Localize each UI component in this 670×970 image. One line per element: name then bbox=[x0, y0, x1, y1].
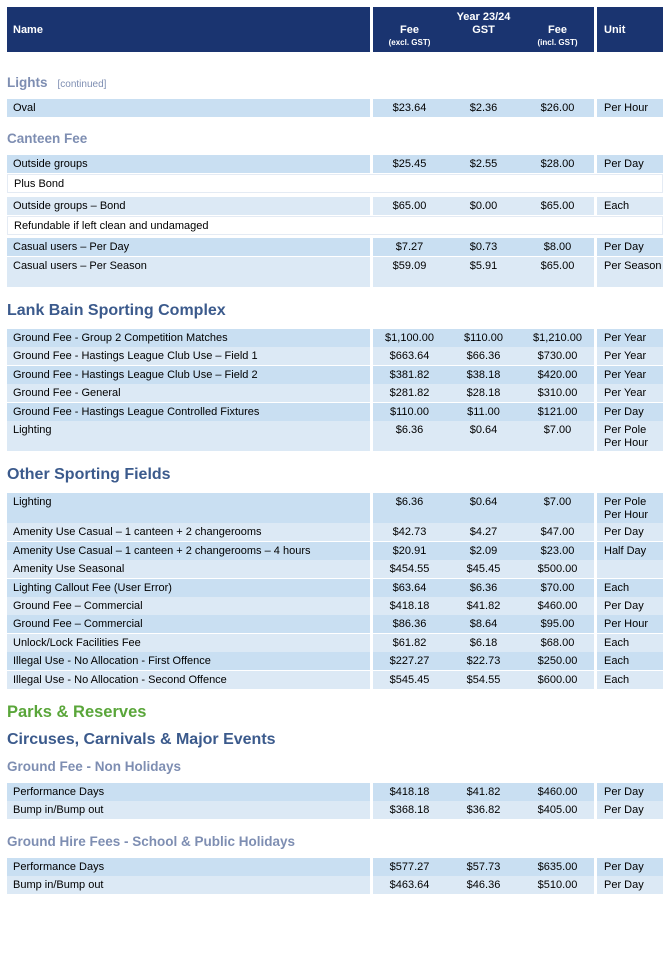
fee-unit: Per Day bbox=[597, 155, 663, 173]
table-row bbox=[0, 403, 670, 421]
gst-amount: $11.00 bbox=[446, 403, 521, 421]
table-row bbox=[0, 197, 670, 215]
fee-incl-gst: $47.00 bbox=[521, 523, 594, 541]
fee-name: Outside groups bbox=[7, 155, 370, 173]
header-gst bbox=[446, 24, 521, 37]
note-row bbox=[0, 174, 670, 193]
gst-amount: $0.73 bbox=[446, 238, 521, 256]
header-unit-label: Unit bbox=[604, 24, 626, 36]
table-row bbox=[0, 421, 670, 451]
gst-amount: $4.27 bbox=[446, 523, 521, 541]
fee-incl-gst: $26.00 bbox=[521, 99, 594, 117]
fee-excl-gst: $1,100.00 bbox=[373, 329, 446, 347]
gst-amount: $110.00 bbox=[446, 329, 521, 347]
gst-amount: $36.82 bbox=[446, 801, 521, 819]
fee-unit: Per Year bbox=[597, 366, 663, 384]
gst-amount: $6.36 bbox=[446, 579, 521, 597]
table-row bbox=[0, 99, 670, 117]
table-row bbox=[0, 493, 670, 523]
section-parks-reserves: Parks & Reserves bbox=[7, 703, 147, 721]
table-row bbox=[0, 542, 670, 560]
fee-excl-gst: $454.55 bbox=[373, 560, 446, 578]
header-fee-excl bbox=[373, 24, 446, 48]
table-row bbox=[0, 783, 670, 801]
fee-name: Ground Fee - Hastings League Controlled Fixtures bbox=[7, 403, 370, 421]
fee-name: Outside groups – Bond bbox=[7, 197, 370, 215]
fee-excl-gst: $6.36 bbox=[373, 421, 446, 451]
fee-unit: Per Day bbox=[597, 523, 663, 541]
fee-unit: Per Hour bbox=[597, 99, 663, 117]
table-row bbox=[0, 634, 670, 652]
fee-name: Oval bbox=[7, 99, 370, 117]
gst-amount: $38.18 bbox=[446, 366, 521, 384]
fee-unit: Each bbox=[597, 652, 663, 670]
table-row bbox=[0, 858, 670, 876]
fee-incl-gst: $68.00 bbox=[521, 634, 594, 652]
fee-incl-gst: $95.00 bbox=[521, 615, 594, 633]
fee-incl-gst: $310.00 bbox=[521, 384, 594, 402]
fee-excl-gst: $42.73 bbox=[373, 523, 446, 541]
table-row bbox=[0, 155, 670, 173]
fee-unit: Per Day bbox=[597, 403, 663, 421]
gst-amount: $2.36 bbox=[446, 99, 521, 117]
fee-name: Illegal Use - No Allocation - First Offence bbox=[7, 652, 370, 670]
gst-amount: $8.64 bbox=[446, 615, 521, 633]
header-name-cell bbox=[7, 7, 370, 52]
fee-incl-gst: $730.00 bbox=[521, 347, 594, 365]
table-row bbox=[0, 615, 670, 633]
fee-name: Ground Fee - Hastings League Club Use – Field 1 bbox=[7, 347, 370, 365]
fee-unit: Per Day bbox=[597, 858, 663, 876]
section-lights bbox=[7, 75, 106, 90]
section-ground-hire-holidays: Ground Hire Fees - School & Public Holidays bbox=[7, 834, 296, 849]
fee-excl-gst: $86.36 bbox=[373, 615, 446, 633]
fee-name: Ground Fee - Hastings League Club Use – Field 2 bbox=[7, 366, 370, 384]
fee-incl-gst: $65.00 bbox=[521, 197, 594, 215]
fee-incl-gst: $635.00 bbox=[521, 858, 594, 876]
fee-excl-gst: $61.82 bbox=[373, 634, 446, 652]
fee-excl-gst: $463.64 bbox=[373, 876, 446, 894]
fee-incl-gst: $121.00 bbox=[521, 403, 594, 421]
section-canteen: Canteen Fee bbox=[7, 131, 88, 146]
gst-amount: $57.73 bbox=[446, 858, 521, 876]
fee-incl-gst: $1,210.00 bbox=[521, 329, 594, 347]
gst-amount: $0.00 bbox=[446, 197, 521, 215]
note-refundable: Refundable if left clean and undamaged bbox=[7, 216, 663, 235]
gst-amount: $41.82 bbox=[446, 597, 521, 615]
fee-name: Lighting bbox=[7, 421, 370, 451]
fee-incl-gst: $8.00 bbox=[521, 238, 594, 256]
fee-unit: Per Day bbox=[597, 876, 663, 894]
gst-amount: $28.18 bbox=[446, 384, 521, 402]
fee-incl-gst: $460.00 bbox=[521, 783, 594, 801]
gst-amount: $22.73 bbox=[446, 652, 521, 670]
fee-unit: Per Hour bbox=[597, 615, 663, 633]
header-fee-excl-sub: (excl. GST) bbox=[388, 38, 431, 47]
fee-incl-gst: $600.00 bbox=[521, 671, 594, 689]
fee-excl-gst: $545.45 bbox=[373, 671, 446, 689]
fee-name: Ground Fee - Group 2 Competition Matches bbox=[7, 329, 370, 347]
fee-incl-gst: $405.00 bbox=[521, 801, 594, 819]
fee-excl-gst: $25.45 bbox=[373, 155, 446, 173]
table-row bbox=[0, 579, 670, 597]
fee-incl-gst: $7.00 bbox=[521, 493, 594, 523]
header-year-label: Year 23/24 bbox=[456, 11, 511, 23]
table-row bbox=[0, 876, 670, 894]
fee-name: Ground Fee – Commercial bbox=[7, 597, 370, 615]
fee-incl-gst: $7.00 bbox=[521, 421, 594, 451]
fee-excl-gst: $63.64 bbox=[373, 579, 446, 597]
gst-amount: $2.55 bbox=[446, 155, 521, 173]
fee-excl-gst: $6.36 bbox=[373, 493, 446, 523]
note-plus-bond: Plus Bond bbox=[7, 174, 663, 193]
fee-unit: Half Day bbox=[597, 542, 663, 560]
fee-excl-gst: $20.91 bbox=[373, 542, 446, 560]
fee-incl-gst: $250.00 bbox=[521, 652, 594, 670]
fee-name: Lighting Callout Fee (User Error) bbox=[7, 579, 370, 597]
fee-unit: Per Year bbox=[597, 329, 663, 347]
fee-unit: Per Year bbox=[597, 347, 663, 365]
fee-excl-gst: $577.27 bbox=[373, 858, 446, 876]
fee-incl-gst: $70.00 bbox=[521, 579, 594, 597]
fee-excl-gst: $23.64 bbox=[373, 99, 446, 117]
fee-name: Amenity Use Seasonal bbox=[7, 560, 370, 578]
fee-incl-gst: $500.00 bbox=[521, 560, 594, 578]
fee-name: Ground Fee - General bbox=[7, 384, 370, 402]
gst-amount: $54.55 bbox=[446, 671, 521, 689]
fee-incl-gst: $28.00 bbox=[521, 155, 594, 173]
fee-unit: Per Season bbox=[597, 257, 663, 287]
fee-incl-gst: $65.00 bbox=[521, 257, 594, 287]
fee-excl-gst: $7.27 bbox=[373, 238, 446, 256]
header-fee-incl bbox=[521, 24, 594, 48]
table-row bbox=[0, 257, 670, 287]
gst-amount: $66.36 bbox=[446, 347, 521, 365]
fee-name: Illegal Use - No Allocation - Second Offence bbox=[7, 671, 370, 689]
fee-unit: Per Year bbox=[597, 384, 663, 402]
table-row bbox=[0, 652, 670, 670]
gst-amount: $2.09 bbox=[446, 542, 521, 560]
table-row bbox=[0, 801, 670, 819]
table-row bbox=[0, 384, 670, 402]
fee-unit: Per Day bbox=[597, 783, 663, 801]
fee-unit: Per Day bbox=[597, 238, 663, 256]
gst-amount: $41.82 bbox=[446, 783, 521, 801]
fee-unit: Each bbox=[597, 634, 663, 652]
fee-name: Casual users – Per Day bbox=[7, 238, 370, 256]
table-row bbox=[0, 329, 670, 347]
fee-name: Amenity Use Casual – 1 canteen + 2 changerooms – 4 hours bbox=[7, 542, 370, 560]
fee-excl-gst: $418.18 bbox=[373, 783, 446, 801]
fee-unit: Per Day bbox=[597, 597, 663, 615]
fee-excl-gst: $368.18 bbox=[373, 801, 446, 819]
table-row bbox=[0, 560, 670, 578]
fee-excl-gst: $65.00 bbox=[373, 197, 446, 215]
fee-name: Bump in/Bump out bbox=[7, 876, 370, 894]
fee-excl-gst: $418.18 bbox=[373, 597, 446, 615]
header-year-cell bbox=[373, 7, 594, 52]
fee-excl-gst: $663.64 bbox=[373, 347, 446, 365]
fee-unit: Per Pole Per Hour bbox=[597, 421, 663, 451]
fee-name: Performance Days bbox=[7, 783, 370, 801]
gst-amount: $0.64 bbox=[446, 421, 521, 451]
header-fee-incl-label: Fee bbox=[548, 24, 567, 36]
fee-unit bbox=[597, 560, 663, 578]
gst-amount: $46.36 bbox=[446, 876, 521, 894]
fee-incl-gst: $23.00 bbox=[521, 542, 594, 560]
fee-name: Bump in/Bump out bbox=[7, 801, 370, 819]
section-lights-title: Lights bbox=[7, 75, 48, 90]
fee-excl-gst: $381.82 bbox=[373, 366, 446, 384]
fee-excl-gst: $227.27 bbox=[373, 652, 446, 670]
fee-name: Casual users – Per Season bbox=[7, 257, 370, 287]
fee-unit: Each bbox=[597, 671, 663, 689]
section-other-fields: Other Sporting Fields bbox=[7, 466, 171, 483]
gst-amount: $0.64 bbox=[446, 493, 521, 523]
gst-amount: $5.91 bbox=[446, 257, 521, 287]
fee-unit: Each bbox=[597, 197, 663, 215]
section-lights-continued: [continued] bbox=[57, 79, 107, 90]
note-row bbox=[0, 216, 670, 235]
gst-amount: $6.18 bbox=[446, 634, 521, 652]
fee-name: Performance Days bbox=[7, 858, 370, 876]
fee-incl-gst: $460.00 bbox=[521, 597, 594, 615]
fee-excl-gst: $59.09 bbox=[373, 257, 446, 287]
section-lank-bain: Lank Bain Sporting Complex bbox=[7, 302, 226, 319]
table-row bbox=[0, 238, 670, 256]
fee-excl-gst: $281.82 bbox=[373, 384, 446, 402]
header-gst-label: GST bbox=[472, 24, 495, 36]
fee-incl-gst: $510.00 bbox=[521, 876, 594, 894]
section-ground-non-holidays: Ground Fee - Non Holidays bbox=[7, 759, 182, 774]
fee-unit: Each bbox=[597, 579, 663, 597]
gst-amount: $45.45 bbox=[446, 560, 521, 578]
fee-unit: Per Day bbox=[597, 801, 663, 819]
fee-unit: Per Pole Per Hour bbox=[597, 493, 663, 523]
header-fee-incl-sub: (incl. GST) bbox=[537, 38, 578, 47]
fee-excl-gst: $110.00 bbox=[373, 403, 446, 421]
table-row bbox=[0, 597, 670, 615]
fee-name: Amenity Use Casual – 1 canteen + 2 changerooms bbox=[7, 523, 370, 541]
table-row bbox=[0, 366, 670, 384]
section-circuses: Circuses, Carnivals & Major Events bbox=[7, 731, 276, 748]
table-row bbox=[0, 347, 670, 365]
header-fee-excl-label: Fee bbox=[400, 24, 419, 36]
table-row bbox=[0, 523, 670, 541]
fee-name: Ground Fee – Commercial bbox=[7, 615, 370, 633]
fee-name: Unlock/Lock Facilities Fee bbox=[7, 634, 370, 652]
fee-name: Lighting bbox=[7, 493, 370, 523]
header-unit-cell bbox=[597, 7, 663, 52]
table-row bbox=[0, 671, 670, 689]
fee-incl-gst: $420.00 bbox=[521, 366, 594, 384]
header-name-label: Name bbox=[13, 24, 43, 36]
